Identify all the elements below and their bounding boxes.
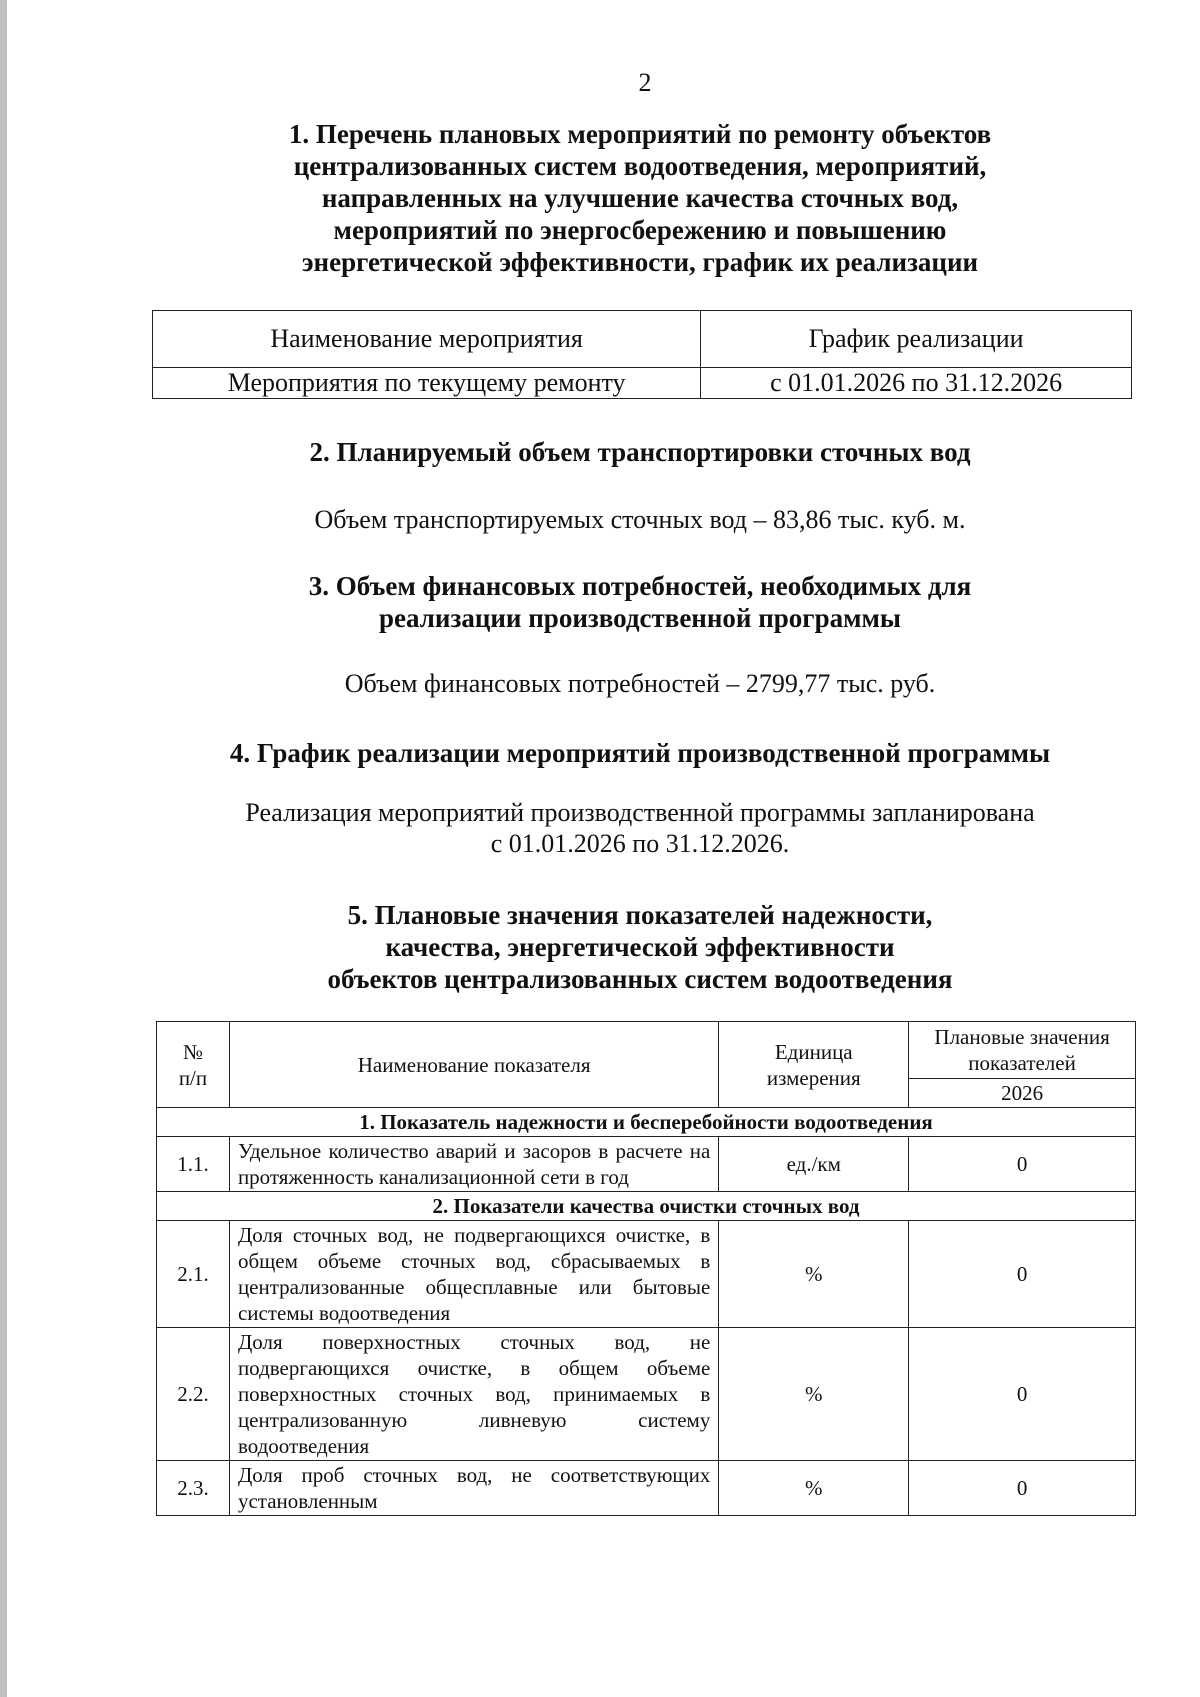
row-num: 2.2. xyxy=(157,1328,230,1461)
section4-text xyxy=(140,797,1140,859)
row-name: Доля поверхностных сточных вод, не подвергающихся очистке, в общем объеме поверхностных сточных вод, принимаемых в централизованную ливневую систему водоотведения xyxy=(229,1328,718,1461)
row-value: 0 xyxy=(909,1137,1136,1192)
row-num: 2.3. xyxy=(157,1461,230,1516)
table-row xyxy=(157,1461,1136,1516)
events-table-header-row xyxy=(153,311,1132,368)
header-unit xyxy=(719,1022,909,1108)
category-title: 1. Показатель надежности и бесперебойности водоотведения xyxy=(157,1108,1136,1137)
events-cell-name: Мероприятия по текущему ремонту xyxy=(153,368,701,399)
row-value: 0 xyxy=(909,1461,1136,1516)
section5-title xyxy=(140,899,1140,995)
table-row xyxy=(157,1328,1136,1461)
header-name: Наименование показателя xyxy=(229,1022,718,1108)
section3-title-line: реализации производственной программы xyxy=(379,603,901,633)
table-row xyxy=(157,1221,1136,1328)
section5-title-line: качества, энергетической эффективности xyxy=(385,932,895,962)
header-unit-line2: измерения xyxy=(766,1065,861,1090)
page-edge xyxy=(0,0,7,1697)
header-unit-line1: Единица xyxy=(774,1039,853,1064)
section1-title-line: направленных на улучшение качества сточных вод, xyxy=(321,183,959,213)
category-title: 2. Показатели качества очистки сточных вод xyxy=(157,1192,1136,1221)
header-year: 2026 xyxy=(909,1079,1136,1108)
row-name: Доля сточных вод, не подвергающихся очистке, в общем объеме сточных вод, сбрасываемых в централизованные общесплавные или бытовые системы водоотведения xyxy=(229,1221,718,1328)
row-name: Удельное количество аварий и засоров в расчете на протяженность канализационной сети в год xyxy=(229,1137,718,1192)
table-row xyxy=(157,1137,1136,1192)
row-value: 0 xyxy=(909,1328,1136,1461)
header-num-line2: п/п xyxy=(178,1065,208,1090)
section2-title: 2. Планируемый объем транспортировки сточных вод xyxy=(309,437,971,467)
events-header-name: Наименование мероприятия xyxy=(153,311,701,368)
section1-title-line: централизованных систем водоотведения, мероприятий, xyxy=(293,151,987,181)
section3-title-line: 3. Объем финансовых потребностей, необходимых для xyxy=(308,571,972,601)
header-planned: Плановые значения показателей xyxy=(909,1022,1136,1079)
section4-text-line: с 01.01.2026 по 31.12.2026. xyxy=(490,829,790,858)
section5-title-line: 5. Плановые значения показателей надежности, xyxy=(347,900,933,930)
section4-title: 4. График реализации мероприятий производственной программы xyxy=(229,738,1051,768)
header-num-line1: № xyxy=(182,1039,203,1064)
section5-title-line: объектов централизованных систем водоотведения xyxy=(327,964,953,994)
table-row xyxy=(153,368,1132,399)
events-header-schedule: График реализации xyxy=(701,311,1132,368)
section1-title-line: 1. Перечень плановых мероприятий по ремонту объектов xyxy=(288,119,992,149)
row-unit: % xyxy=(719,1461,909,1516)
section3-title xyxy=(140,570,1140,634)
section1-title-line: энергетической эффективности, график их реализации xyxy=(301,247,979,277)
section2-text: Объем транспортируемых сточных вод – 83,86 тыс. куб. м. xyxy=(314,505,966,534)
row-name: Доля проб сточных вод, не соответствующих установленным xyxy=(229,1461,718,1516)
events-cell-schedule: с 01.01.2026 по 31.12.2026 xyxy=(701,368,1132,399)
indicators-header-row xyxy=(157,1022,1136,1079)
header-num xyxy=(157,1022,230,1108)
section4-text-line: Реализация мероприятий производственной программы запланирована xyxy=(245,798,1035,827)
events-table xyxy=(152,310,1132,399)
section3-text: Объем финансовых потребностей – 2799,77 тыс. руб. xyxy=(344,669,936,698)
row-unit: % xyxy=(719,1221,909,1328)
page-number: 2 xyxy=(638,68,652,97)
category-row xyxy=(157,1192,1136,1221)
row-num: 2.1. xyxy=(157,1221,230,1328)
row-num: 1.1. xyxy=(157,1137,230,1192)
category-row xyxy=(157,1108,1136,1137)
indicators-table xyxy=(156,1021,1136,1516)
row-value: 0 xyxy=(909,1221,1136,1328)
section1-title xyxy=(140,118,1140,278)
section1-title-line: мероприятий по энергосбережению и повышению xyxy=(333,215,947,245)
row-unit: % xyxy=(719,1328,909,1461)
row-unit: ед./км xyxy=(719,1137,909,1192)
